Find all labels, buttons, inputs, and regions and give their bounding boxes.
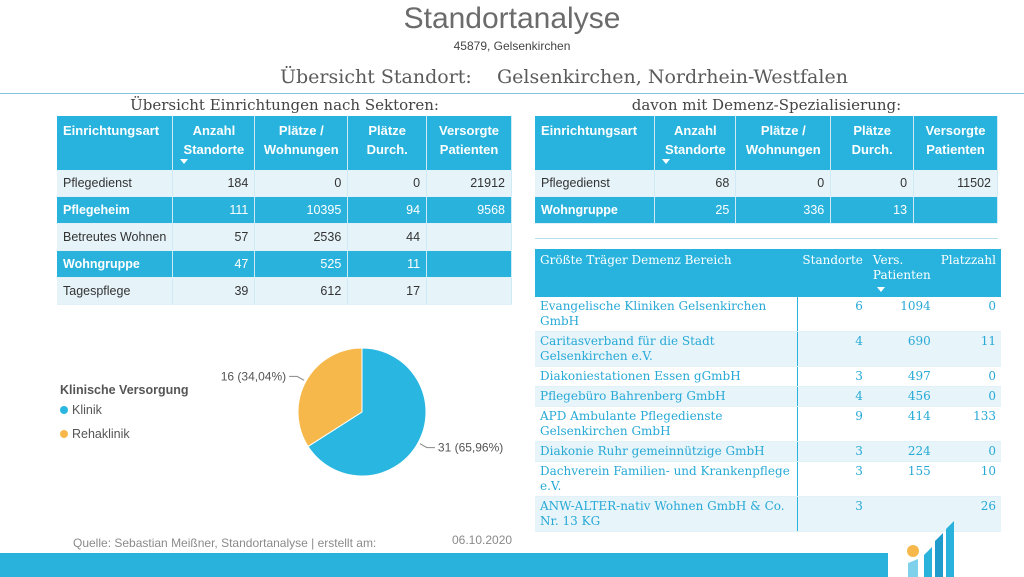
page-subtitle: 45879, Gelsenkirchen [453, 39, 571, 53]
table-row[interactable] [57, 170, 512, 197]
cell-carrier[interactable]: Dachverein Familien- und Krankenpflege e.V. [535, 462, 797, 497]
cell-locations: 25 [655, 197, 736, 224]
sectors-table [57, 116, 512, 305]
cell-carrier[interactable]: Pflegebüro Bahrenberg GmbH [535, 387, 797, 407]
cell-places: 0 [255, 170, 348, 197]
cell-locations: 3 [797, 497, 868, 532]
cell-patients: 456 [868, 387, 936, 407]
table-row[interactable] [57, 251, 512, 278]
table-row[interactable] [57, 197, 512, 224]
page-title: Standortanalyse [403, 2, 621, 35]
legend-label: Klinik [72, 403, 102, 417]
cell-locations: 4 [797, 387, 868, 407]
table-row[interactable] [535, 442, 1001, 462]
legend-item-rehaklinik[interactable] [60, 427, 130, 441]
table-row[interactable] [535, 462, 1001, 497]
table-row[interactable] [535, 170, 998, 197]
dementia-header-row [535, 116, 998, 170]
footer-bar [0, 553, 888, 577]
cell-patients: 155 [868, 462, 936, 497]
pie-data-label: 31 (65,96%) [437, 440, 504, 455]
brand-logo [888, 519, 1024, 577]
logo-bar-1 [924, 547, 932, 577]
logo-bar-0 [908, 559, 918, 577]
cell-avg: 17 [348, 278, 427, 305]
cell-locations: 57 [173, 224, 255, 251]
cell-type: Wohngruppe [57, 251, 173, 278]
sort-desc-icon[interactable] [662, 159, 670, 164]
column-header-locations[interactable] [173, 116, 255, 170]
cell-places: 0 [936, 442, 1001, 462]
cell-type: Pflegedienst [57, 170, 173, 197]
cell-patients: 414 [868, 407, 936, 442]
column-header-label: Anzahl Standorte [665, 123, 726, 157]
cell-places: 133 [936, 407, 1001, 442]
cell-locations: 68 [655, 170, 736, 197]
table-row[interactable] [535, 387, 1001, 407]
column-header-label: Anzahl Standorte [183, 123, 245, 157]
table-row[interactable] [57, 278, 512, 305]
cell-patients: 690 [868, 332, 936, 367]
cell-places: 10395 [255, 197, 348, 224]
column-header-locations[interactable]: Standorte [797, 249, 868, 297]
cell-avg: 94 [348, 197, 427, 224]
cell-places: 26 [936, 497, 1001, 532]
logo-bar-3 [946, 521, 954, 577]
table-row[interactable] [535, 367, 1001, 387]
sort-desc-icon[interactable] [877, 287, 885, 292]
column-header-avg[interactable]: Plätze Durch. [348, 116, 427, 170]
cell-patients: 9568 [427, 197, 512, 224]
cell-locations: 6 [797, 297, 868, 332]
column-header-type[interactable]: Einrichtungsart [535, 116, 655, 170]
cell-places: 612 [255, 278, 348, 305]
cell-carrier[interactable]: Caritasverband für die Stadt Gelsenkirchen e.V. [535, 332, 797, 367]
column-header-type[interactable]: Einrichtungsart [57, 116, 173, 170]
cell-places: 11 [936, 332, 1001, 367]
cell-locations: 9 [797, 407, 868, 442]
cell-locations: 39 [173, 278, 255, 305]
cell-type: Tagespflege [57, 278, 173, 305]
cell-locations: 3 [797, 462, 868, 497]
table-row[interactable] [535, 297, 1001, 332]
overview-label: Übersicht Standort: [280, 66, 472, 88]
pie-chart [220, 330, 504, 510]
legend-dot-icon [60, 430, 68, 438]
sort-desc-icon[interactable] [180, 159, 188, 164]
cell-locations: 184 [173, 170, 255, 197]
cell-places: 336 [736, 197, 831, 224]
column-header-places[interactable]: Plätze / Wohnungen [736, 116, 831, 170]
cell-type: Wohngruppe [535, 197, 655, 224]
column-header-carrier[interactable]: Größte Träger Demenz Bereich [535, 249, 797, 297]
cell-carrier[interactable]: Evangelische Kliniken Gelsenkirchen GmbH [535, 297, 797, 332]
column-header-patients[interactable]: Versorgte Patienten [427, 116, 512, 170]
column-header-avg[interactable]: Plätze Durch. [831, 116, 914, 170]
carriers-header-row [535, 249, 1001, 297]
cell-places: 0 [936, 297, 1001, 332]
chart-title: Klinische Versorgung [60, 383, 189, 397]
table-row[interactable] [535, 332, 1001, 367]
cell-avg: 0 [831, 170, 914, 197]
footer-date: 06.10.2020 [452, 533, 513, 547]
cell-places: 0 [936, 387, 1001, 407]
header-divider [0, 93, 1024, 94]
column-header-label: Vers. Patienten [872, 253, 931, 282]
cell-patients: 224 [868, 442, 936, 462]
cell-places: 0 [936, 367, 1001, 387]
cell-patients: 21912 [427, 170, 512, 197]
column-header-patients[interactable]: Versorgte Patienten [914, 116, 998, 170]
legend-dot-icon [60, 406, 68, 414]
logo-bar-2 [935, 533, 943, 577]
table-row[interactable] [57, 224, 512, 251]
logo-dot [907, 545, 919, 557]
column-header-patients[interactable] [868, 249, 936, 297]
cell-places: 10 [936, 462, 1001, 497]
cell-carrier[interactable]: APD Ambulante Pflegedienste Gelsenkirchen GmbH [535, 407, 797, 442]
cell-avg: 44 [348, 224, 427, 251]
cell-type: Pflegedienst [535, 170, 655, 197]
cell-places: 2536 [255, 224, 348, 251]
pie-leader-line [289, 376, 304, 380]
carriers-table [535, 249, 1001, 532]
column-header-places[interactable]: Plätze / Wohnungen [255, 116, 348, 170]
cell-locations: 4 [797, 332, 868, 367]
cell-patients: 11502 [914, 170, 998, 197]
cell-avg: 11 [348, 251, 427, 278]
cell-patients [427, 251, 512, 278]
cell-patients [427, 278, 512, 305]
cell-locations: 3 [797, 367, 868, 387]
cell-avg: 0 [348, 170, 427, 197]
cell-places: 525 [255, 251, 348, 278]
section-divider [535, 238, 998, 239]
cell-locations: 111 [173, 197, 255, 224]
cell-locations: 47 [173, 251, 255, 278]
cell-carrier[interactable]: Diakoniestationen Essen gGmbH [535, 367, 797, 387]
column-header-places[interactable]: Platzzahl [936, 249, 1001, 297]
table-row[interactable] [535, 407, 1001, 442]
legend-label: Rehaklinik [72, 427, 130, 441]
column-header-locations[interactable] [655, 116, 736, 170]
pie-data-label: 16 (34,04%) [220, 369, 287, 384]
cell-carrier[interactable]: ANW-ALTER-nativ Wohnen GmbH & Co. Nr. 13 KG [535, 497, 797, 532]
cell-patients [914, 197, 998, 224]
dementia-table [535, 116, 998, 224]
cell-carrier[interactable]: Diakonie Ruhr gemeinnützige GmbH [535, 442, 797, 462]
cell-type: Pflegeheim [57, 197, 173, 224]
pie-leader-line [420, 444, 435, 448]
legend-item-klinik[interactable] [60, 403, 102, 417]
footer-source: Quelle: Sebastian Meißner, Standortanalyse | erstellt am: [73, 536, 377, 550]
sectors-header-row [57, 116, 512, 170]
cell-type: Betreutes Wohnen [57, 224, 173, 251]
dementia-caption: davon mit Demenz-Spezialisierung: [631, 96, 902, 114]
cell-patients: 1094 [868, 297, 936, 332]
cell-patients [427, 224, 512, 251]
table-row[interactable] [535, 197, 998, 224]
cell-places: 0 [736, 170, 831, 197]
cell-locations: 3 [797, 442, 868, 462]
sectors-caption: Übersicht Einrichtungen nach Sektoren: [130, 96, 439, 114]
overview-value: Gelsenkirchen, Nordrhein-Westfalen [497, 66, 848, 88]
cell-avg: 13 [831, 197, 914, 224]
cell-patients: 497 [868, 367, 936, 387]
